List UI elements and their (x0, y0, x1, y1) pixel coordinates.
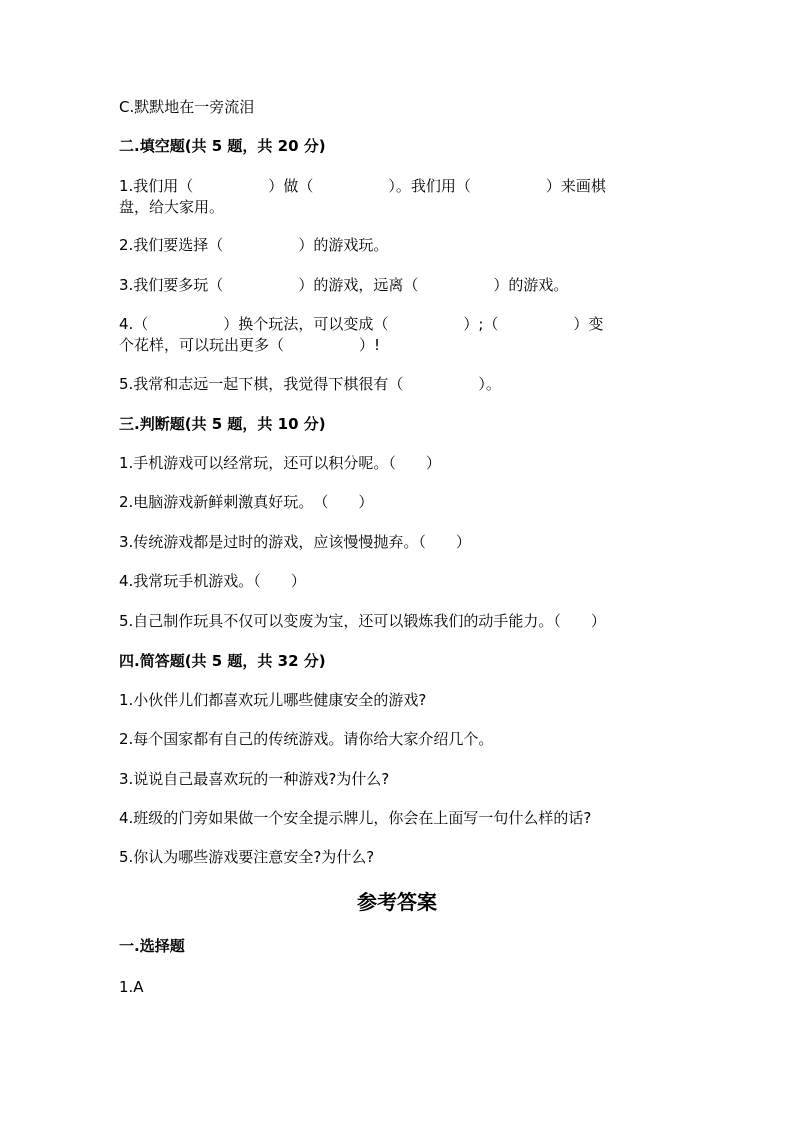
fill-question-1-line-1: 1.我们用（ ）做（ ）。我们用（ ）来画棋 (119, 177, 606, 195)
fill-question-1-line-2: 盘，给大家用。 (119, 198, 225, 216)
short-question-3: 3.说说自己最喜欢玩的一种游戏?为什么? (119, 770, 390, 788)
fill-question-5: 5.我常和志远一起下棋，我觉得下棋很有（ ）。 (119, 375, 501, 393)
judge-question-4: 4.我常玩手机游戏。（ ） (119, 572, 306, 590)
answers-section-1-heading: 一.选择题 (119, 937, 185, 955)
judge-question-3: 3.传统游戏都是过时的游戏，应该慢慢抛弃。（ ） (119, 533, 471, 551)
section-short-answer-heading: 四.简答题(共 5 题，共 32 分) (119, 652, 326, 670)
short-question-1: 1.小伙伴儿们都喜欢玩儿哪些健康安全的游戏? (119, 691, 427, 709)
judge-question-2: 2.电脑游戏新鲜刺激真好玩。 （ ） (119, 493, 374, 511)
short-question-4: 4.班级的门旁如果做一个安全提示牌儿，你会在上面写一句什么样的话? (119, 809, 592, 827)
fill-question-4-line-1: 4.（ ）换个玩法，可以变成（ ）;（ ）变 (119, 315, 604, 333)
section-fill-in-heading: 二.填空题(共 5 题，共 20 分) (119, 137, 326, 155)
fill-question-4-line-2: 个花样，可以玩出更多（ ）! (119, 336, 381, 354)
section-judgment-heading: 三.判断题(共 5 题，共 10 分) (119, 415, 326, 433)
judge-question-1: 1.手机游戏可以经常玩，还可以积分呢。（ ） (119, 454, 441, 472)
answers-title: 参考答案 (357, 890, 437, 914)
answer-1: 1.A (119, 978, 144, 996)
short-question-5: 5.你认为哪些游戏要注意安全?为什么? (119, 848, 375, 866)
fill-question-3: 3.我们要多玩（ ）的游戏，远离（ ）的游戏。 (119, 276, 569, 294)
fill-question-2: 2.我们要选择（ ）的游戏玩。 (119, 236, 389, 254)
judge-question-5: 5.自己制作玩具不仅可以变废为宝，还可以锻炼我们的动手能力。（ ） (119, 612, 606, 630)
short-question-2: 2.每个国家都有自己的传统游戏。请你给大家介绍几个。 (119, 730, 494, 748)
option-c: C.默默地在一旁流泪 (119, 98, 255, 116)
